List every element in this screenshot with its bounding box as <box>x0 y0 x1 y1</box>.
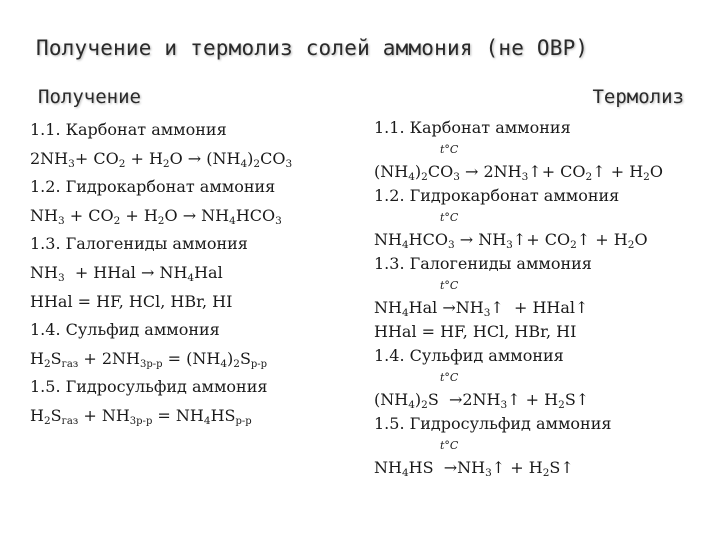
section-sulfide: 1.4. Сульфид аммония <box>30 320 220 340</box>
heading-preparation: Получение <box>38 86 141 108</box>
section-bicarbonate: 1.2. Гидрокарбонат аммония <box>30 177 276 197</box>
slide-title: Получение и термолиз солей аммония (не ОВР) <box>36 36 589 60</box>
hhal-definition: HHal = HF, HCl, HBr, HI <box>30 291 233 311</box>
heating-condition: t°C <box>440 439 459 452</box>
section-carbonate: 1.1. Карбонат аммония <box>374 118 571 137</box>
section-hydrosulfide: 1.5. Гидросульфид аммония <box>374 414 612 433</box>
equation-bicarbonate-thermolysis: $NH_4HCO_3$ → $NH_3↑+$ $CO_2↑ + H_2O$ <box>374 230 648 251</box>
section-carbonate: 1.1. Карбонат аммония <box>30 120 227 139</box>
thermolysis-column <box>374 116 714 480</box>
section-bicarbonate: 1.2. Гидрокарбонат аммония <box>374 186 620 205</box>
equation-sulfide-preparation: $H_2Sгаз + 2NH3р-р = (NH_4)_2Sр-р$ <box>30 348 268 370</box>
equation-carbonate-preparation: $2NH_3+ CO_2 + H_2O \to (NH_4)_2CO_3$ <box>30 148 293 170</box>
heating-condition: t°C <box>440 371 459 384</box>
heating-condition: t°C <box>440 143 459 156</box>
heating-condition: t°C <box>440 211 459 224</box>
preparation-column <box>30 116 360 431</box>
equation-hydrosulfide-preparation: $H_2Sгаз + NH3р-р = NH_4HSр-р$ <box>30 405 252 427</box>
section-halides: 1.3. Галогениды аммония <box>374 254 592 273</box>
section-sulfide: 1.4. Сульфид аммония <box>374 346 564 365</box>
hhal-definition: HHal = HF, HCl, HBr, HI <box>374 322 577 341</box>
equation-halide-preparation: $NH_3$ + HHal → $NH_4Hal$ <box>30 262 223 284</box>
heading-thermolysis: Термолиз <box>592 86 684 108</box>
equation-carbonate-thermolysis: $(NH_4)_2CO_3$ → $2NH_3↑+$ $CO_2↑ + H_2O$ <box>374 162 663 183</box>
equation-bicarbonate-preparation: $NH_3 + CO_2 + H_2O \to NH_4HCO_3$ <box>30 205 282 227</box>
equation-sulfide-thermolysis: $(NH_4)_2S$ $\to 2NH_3↑$ + $H_2S↑$ <box>374 390 590 411</box>
section-hydrosulfide: 1.5. Гидросульфид аммония <box>30 377 268 397</box>
heating-condition: t°C <box>440 279 459 292</box>
equation-hydrosulfide-thermolysis: $NH_4HS$ $\to NH_3↑$ + $H_2S↑$ <box>374 458 574 479</box>
section-halides: 1.3. Галогениды аммония <box>30 234 248 254</box>
equation-halide-thermolysis: $NH_4Hal$ $\to NH_3↑$ + HHal↑ <box>374 298 589 319</box>
